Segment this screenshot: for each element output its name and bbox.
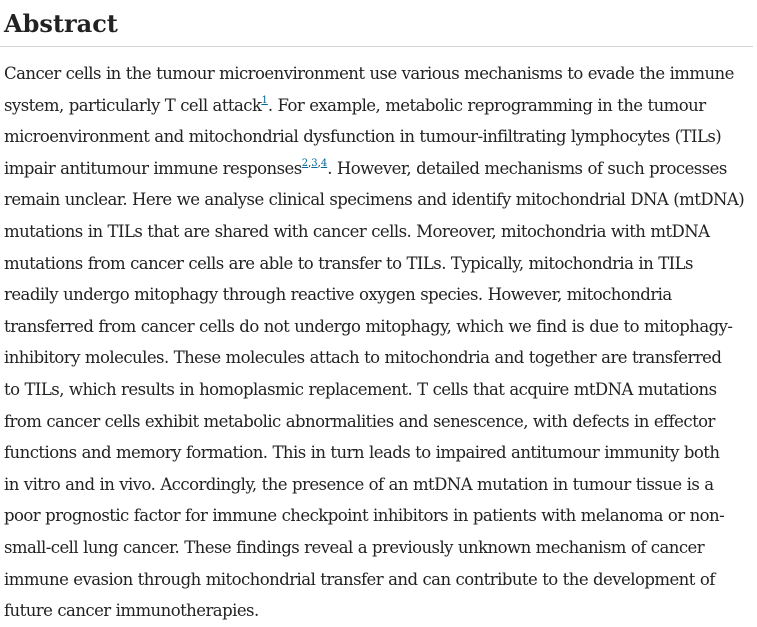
abstract-line: remain unclear. Here we analyse clinical specimens and identify mitochondrial DNA (mtDNA) [4, 190, 745, 210]
abstract-line: mutations in TILs that are shared with cancer cells. Moreover, mitochondria with mtDNA [4, 221, 710, 241]
abstract-line: future cancer immunotherapies. [4, 601, 259, 621]
abstract-line: inhibitory molecules. These molecules attach to mitochondria and together are transferred [4, 348, 722, 368]
abstract-line [4, 153, 748, 185]
abstract-body [0, 47, 748, 627]
abstract-line: functions and memory formation. This in turn leads to impaired antitumour immunity both [4, 443, 720, 463]
reference-link-3[interactable]: 3 [311, 158, 318, 170]
reference-link-4[interactable]: 4 [320, 158, 328, 170]
abstract-line: immune evasion through mitochondrial transfer and can contribute to the development of [4, 569, 715, 589]
abstract-line: transferred from cancer cells do not undergo mitophagy, which we find is due to mitophagy- [4, 316, 733, 336]
reference-link-1[interactable]: 1 [261, 95, 268, 107]
abstract-line: microenvironment and mitochondrial dysfunction in tumour-infiltrating lymphocytes (TILs) [4, 127, 722, 147]
reference-superscript: 2,3,4 [301, 158, 328, 170]
reference-link-2[interactable]: 2 [301, 158, 309, 170]
abstract-line: poor prognostic factor for immune checkpoint inhibitors in patients with melanoma or non- [4, 506, 725, 526]
abstract-line: mutations from cancer cells are able to transfer to TILs. Typically, mitochondria in TILs [4, 253, 693, 273]
abstract-line: in vitro and in vivo. Accordingly, the presence of an mtDNA mutation in tumour tissue is a [4, 474, 714, 494]
abstract-text: . For example, metabolic reprogramming in the tumour [267, 95, 706, 115]
abstract-line: to TILs, which results in homoplasmic replacement. T cells that acquire mtDNA mutations [4, 379, 717, 399]
abstract-line: from cancer cells exhibit metabolic abnormalities and senescence, with defects in effector [4, 411, 715, 431]
abstract-line: readily undergo mitophagy through reactive oxygen species. However, mitochondria [4, 285, 672, 305]
abstract-text: system, particularly T cell attack [4, 95, 262, 115]
abstract-text: impair antitumour immune responses [4, 158, 302, 178]
abstract-line [4, 90, 748, 122]
abstract-line: Cancer cells in the tumour microenvironment use various mechanisms to evade the immune [4, 64, 734, 83]
reference-superscript [261, 95, 267, 106]
abstract-line: small-cell lung cancer. These findings reveal a previously unknown mechanism of cancer [4, 537, 705, 557]
abstract-heading: Abstract [4, 9, 118, 38]
abstract-text: . However, detailed mechanisms of such processes [327, 158, 727, 178]
